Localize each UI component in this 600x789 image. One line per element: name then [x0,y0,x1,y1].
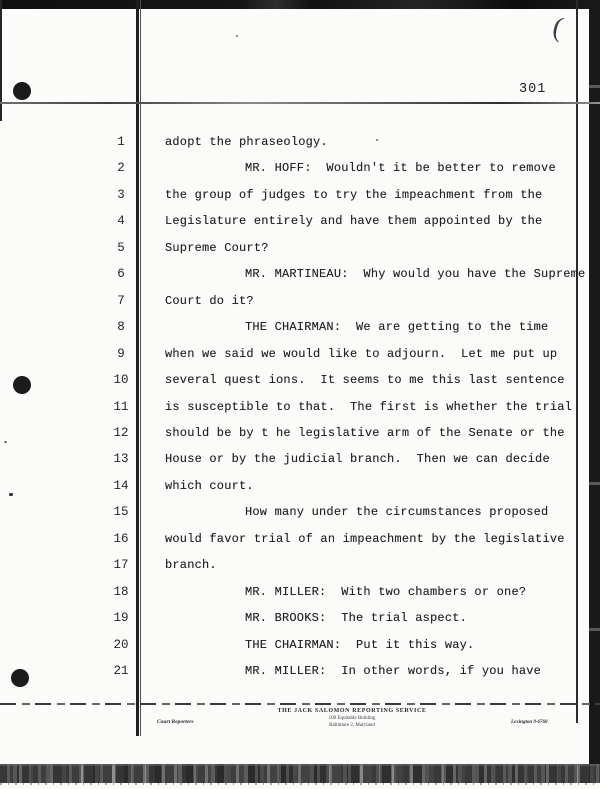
transcript-line-text: MR. MILLER: With two chambers or one? [245,584,527,599]
transcript-line-text: branch. [165,558,217,573]
line-number: 10 [113,373,129,388]
transcript-line [0,638,600,664]
footer-address-line1: 100 Equitable Building [328,716,376,721]
transcript-line-text: Legislature entirely and have them appointed by the [165,214,543,229]
line-number: 5 [117,240,125,255]
line-number: 7 [117,293,125,308]
scan-edge-top [0,0,600,9]
handwritten-corner-mark: ( [549,11,566,44]
transcript-line-text: House or by the judicial branch. Then we can decide [165,452,550,467]
line-number: 2 [117,161,125,176]
transcript-line [0,532,600,558]
line-number: 18 [113,584,129,599]
line-number: 11 [113,399,129,414]
transcript-line-text: is susceptible to that. The first is whether the trial [165,399,573,414]
transcript-line [0,320,600,346]
transcript-line [0,294,600,320]
line-number: 9 [117,346,125,361]
footer-rule [0,703,600,705]
line-number: 14 [113,478,129,493]
line-number: 20 [113,637,129,652]
line-number: 21 [113,664,129,678]
line-number: 3 [117,187,125,202]
transcript-line-text: several quest ions. It seems to me this last sentence [165,373,565,388]
transcript-line [0,585,600,611]
scan-noise-band [0,764,600,783]
transcript-line [0,161,600,187]
transcript-line [0,241,600,267]
binder-hole [13,82,31,100]
transcript-line [0,135,600,161]
transcript-line-text: Supreme Court? [165,240,269,255]
transcript-line-text: How many under the circumstances proposed [245,505,549,520]
transcript-line [0,347,600,373]
transcript-line [0,664,600,690]
page-number: 301 [519,82,547,97]
transcript-line [0,426,600,452]
line-number: 19 [113,611,129,626]
footer-phone: Lexington 9-6760 [511,720,548,725]
footer-court-reporters: Court Reporters [157,719,194,725]
footer-company-name: THE JACK SALOMON REPORTING SERVICE [277,708,427,714]
transcript-line [0,505,600,531]
scan-speck [236,35,238,37]
transcript-line [0,373,600,399]
transcript-line-text: MR. HOFF: Wouldn't it be better to remove [245,161,556,176]
transcript-line-text: MR. MILLER: In other words, if you have [245,664,542,678]
line-number: 6 [117,267,125,282]
line-number: 15 [113,505,129,520]
transcript-line [0,452,600,478]
line-number: 13 [113,452,129,467]
transcript-line-text: MR. MARTINEAU: Why would you have the Supreme [245,267,586,282]
transcript-line-text: would favor trial of an impeachment by the legislative [165,531,565,546]
transcript-line [0,267,600,293]
transcript-line-text: when we said we would like to adjourn. Let me put up [165,346,558,361]
header-rule [0,102,600,104]
scan-streak [589,85,600,88]
line-number: 12 [113,425,129,440]
transcript-line-text: THE CHAIRMAN: We are getting to the time [245,320,549,335]
transcript-line-text: MR. BROOKS: The trial aspect. [245,611,468,626]
footer-reporting-service [252,707,452,729]
line-number: 16 [113,531,129,546]
line-number: 8 [117,320,125,335]
transcript-line-text: THE CHAIRMAN: Put it this way. [245,637,475,652]
transcript-line-text: adopt the phraseology. [165,135,328,149]
footer-address-line2: Baltimore 2, Maryland [329,723,375,728]
line-number: 4 [117,214,125,229]
transcript-line-text: Court do it? [165,293,254,308]
line-number: 1 [117,135,125,149]
line-number: 17 [113,558,129,573]
scan-noise-speckle [0,783,600,785]
transcript-line [0,479,600,505]
transcript-line [0,400,600,426]
transcript-line-text: which court. [165,478,254,493]
transcript-line [0,188,600,214]
transcript-line-text: the group of judges to try the impeachment from the [165,187,543,202]
transcript-line [0,558,600,584]
transcript-line [0,214,600,240]
transcript-line-text: should be by t he legislative arm of the Senate or the [165,425,565,440]
transcript-line [0,611,600,637]
